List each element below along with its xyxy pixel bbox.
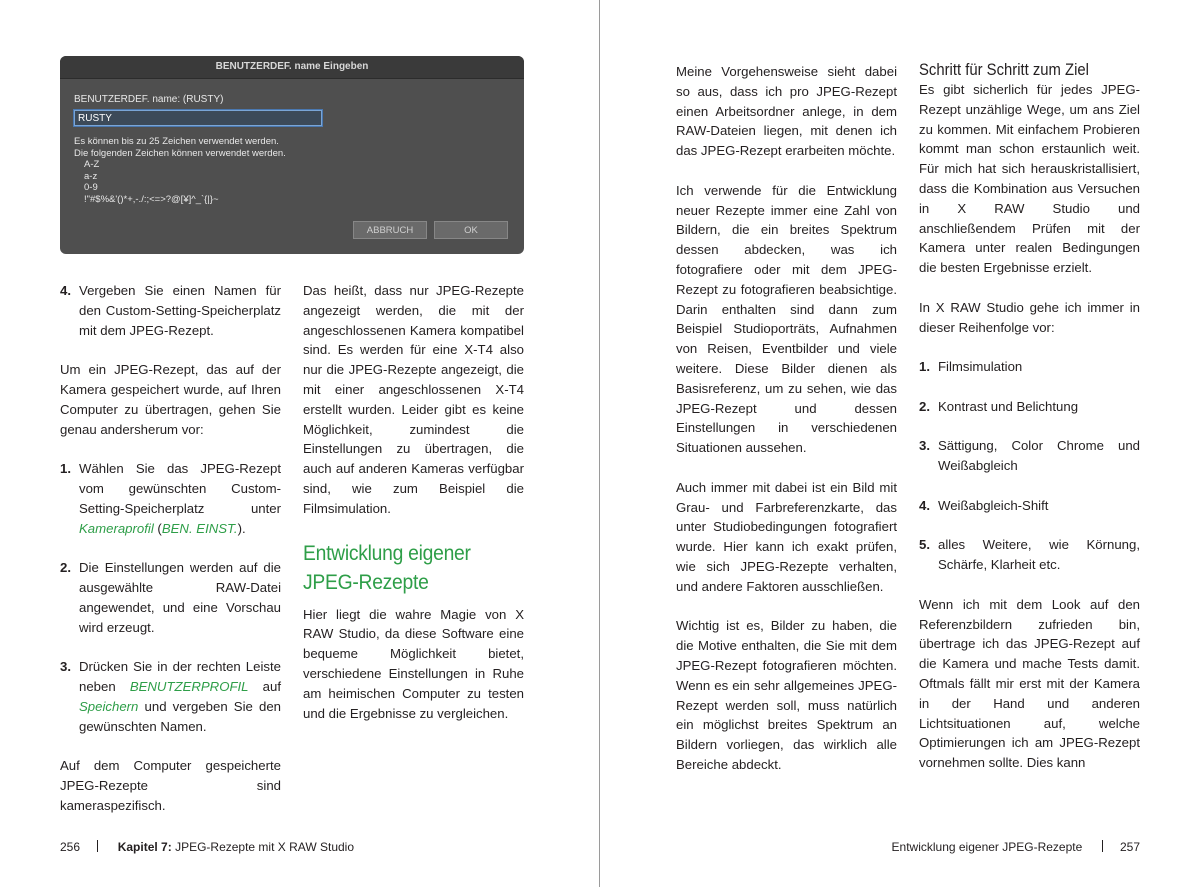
step-number: 2. — [919, 398, 930, 414]
list-item — [919, 436, 1140, 476]
page-number: 257 — [1119, 840, 1140, 854]
footer-left — [60, 840, 354, 854]
order-list — [919, 357, 1140, 575]
steps-continued — [60, 281, 281, 340]
spread-divider — [599, 0, 600, 887]
paragraph: Es gibt sicherlich für jedes JPEG-Rezept unzählige Wege, um ans Ziel zu kommen. Mit einfachem Probieren kommt man schon erstaunlich weit. Für mich hat sich herauskristallisiert, dass die Kombination aus Versuchen in X RAW Studio und anschließendem Prüfen mit der Kamera unter realen Bedingungen die besten Ergebnisse erzielt. — [919, 82, 1140, 276]
footer-divider — [1102, 840, 1103, 852]
list-item — [60, 281, 281, 340]
dialog-name-label: BENUTZERDEF. name: (RUSTY) — [74, 94, 224, 105]
paragraph: Um ein JPEG-Rezept, das auf der Kamera gespeichert wurde, auf Ihren Computer zu übertragen, gehen Sie genau andersherum vor: — [60, 362, 281, 437]
list-item — [60, 459, 281, 538]
ok-button[interactable]: OK — [434, 221, 508, 239]
step-text: alles Weitere, wie Körnung, Schärfe, Klarheit etc. — [938, 537, 1140, 573]
step-number: 2. — [60, 560, 71, 576]
step-text: ). — [237, 520, 246, 536]
chars-symbols: !"#$%&'()*+,-./:;<=>?@[¥]^_`{|}~ — [84, 193, 219, 205]
step-text: Sättigung, Color Chrome und Weißabgleich — [938, 438, 1140, 474]
chapter-title: JPEG-Rezepte mit X RAW Studio — [171, 840, 355, 854]
chapter-label: Kapitel 7: — [117, 840, 172, 854]
cancel-button[interactable]: ABBRUCH — [353, 221, 427, 239]
info-line-2: Die folgenden Zeichen können verwendet werden. — [74, 147, 286, 159]
paragraph: Das heißt, dass nur JPEG-Rezepte angezeigt werden, die mit der angeschlossenen Kamera kompatibel sind. Es werden für eine X-T4 also nur die JPEG-Rezepte angezeigt, die mit einer angeschlossenen X-T4 erstellt wurden. Leider gibt es keine Möglichkeit, zumindest die Einstellungen zu übertragen, die auch auf anderen Kameras verfügbar sind, wie zum Beispiel die Filmsimulation. — [303, 283, 524, 516]
menu-reference: Speichern — [79, 698, 139, 714]
list-item — [60, 657, 281, 736]
menu-reference: BEN. EINST. — [161, 520, 238, 536]
paragraph: Ich verwende für die Entwicklung neuer Rezepte immer eine Zahl von Bildern, die ein breites Spektrum dessen abdecken, was ich fotografiere oder mit dem JPEG-Rezept zu fotografieren beabsichtige. Darin enthalten sind dann zum Beispiel Studioporträts, Aufnahmen von Reisen, Eventbilder und viele weitere. Diese Bilder dienen als Basisreferenz, um zu sehen, wie das JPEG-Rezept und dessen Einstellungen in verschiedenen Situationen aussehen. — [676, 182, 897, 456]
menu-reference: BENUTZERPROFIL — [129, 678, 249, 694]
info-line-1: Es können bis zu 25 Zeichen verwendet werden. — [74, 136, 279, 147]
step-number: 3. — [60, 659, 71, 675]
paragraph: Wenn ich mit dem Look auf den Referenzbildern zufrieden bin, übertrage ich das JPEG-Rezept auf die Kamera und mache Tests damit. Oftmals fällt mir erst mit der Kamera in der Hand und anderen Lichtsituationen auf, welche Optimierungen ich am JPEG-Rezept vornehmen sollte. Dies kann — [919, 596, 1140, 771]
right-column-1 — [676, 62, 897, 775]
step-text: auf — [248, 678, 281, 694]
list-item — [919, 496, 1140, 516]
step-text: Wählen Sie das JPEG-Rezept vom gewünschten Custom-Setting-Speicherplatz unter — [79, 461, 281, 516]
right-column-2 — [919, 60, 1140, 773]
step-number: 1. — [919, 359, 930, 375]
footer-right — [892, 840, 1140, 854]
chars-digits: 0-9 — [84, 182, 98, 193]
step-text: Drücken Sie in der rechten Leiste neben — [79, 659, 281, 694]
paragraph: Auch immer mit dabei ist ein Bild mit Grau- und Farbreferenzkarte, das unter Studiobedingungen fotografiert wurde. Hier kann ich exakt prüfen, wie sich JPEG-Rezepte verhalten, und andere Faktoren ausschließen. — [676, 479, 897, 594]
chars-lower: a-z — [84, 170, 98, 182]
section-heading: Entwicklung eigener JPEG-Rezepte — [303, 541, 471, 594]
step-number: 4. — [60, 283, 71, 298]
list-item — [919, 357, 1140, 377]
name-input[interactable]: RUSTY — [74, 110, 322, 126]
section-running-title: Entwicklung eigener JPEG-Rezepte — [891, 840, 1083, 854]
left-column-1 — [60, 281, 281, 816]
subsection-heading: Schritt für Schritt zum Ziel — [919, 61, 1089, 79]
chars-upper: A-Z — [84, 159, 100, 170]
step-number: 5. — [919, 537, 930, 553]
list-item — [60, 558, 281, 637]
page-number: 256 — [60, 840, 81, 854]
footer-divider — [97, 840, 98, 852]
step-text: Kontrast und Belichtung — [938, 398, 1079, 414]
step-text: und vergeben Sie den gewünschten Namen. — [79, 698, 281, 734]
paragraph: Meine Vorgehensweise sieht dabei so aus, dass ich pro JPEG-Rezept einen Arbeitsordner anlege, in dem RAW-Dateien liegen, mit denen ich das JPEG-Rezept erarbeiten möchte. — [676, 64, 897, 159]
step-number: 1. — [60, 461, 71, 477]
dialog-info-text — [74, 136, 286, 205]
menu-reference: Kameraprofil — [79, 520, 154, 536]
list-item — [919, 397, 1140, 417]
dialog-title: BENUTZERDEF. name Eingeben — [60, 56, 524, 79]
steps-list — [60, 459, 281, 736]
paragraph: Wichtig ist es, Bilder zu haben, die die Motive enthalten, die Sie mit dem JPEG-Rezept fotografieren möchten. Wenn es ein sehr allgemeines JPEG-Rezept werden soll, muss natürlich ein möglichst breites Spektrum an Bildern vorliegen, das wirklich alle Bereiche abdeckt. — [676, 618, 897, 772]
custom-name-dialog — [60, 56, 524, 254]
step-text: ( — [153, 520, 162, 536]
paragraph: In X RAW Studio gehe ich immer in dieser Reihenfolge vor: — [919, 299, 1140, 335]
step-text: Die Einstellungen werden auf die ausgewählte RAW-Datei angewendet, und eine Vorschau wird erzeugt. — [79, 560, 281, 635]
list-item — [919, 535, 1140, 575]
step-text: Weißabgleich-Shift — [938, 497, 1049, 513]
paragraph: Hier liegt die wahre Magie von X RAW Studio, da diese Software eine bequeme Möglichkeit bietet, verschiedene Einstellungen in Ruhe am heimischen Computer zu testen und die Ergebnisse zu vergleichen. — [303, 606, 524, 721]
step-number: 4. — [919, 497, 930, 513]
step-text: Vergeben Sie einen Namen für den Custom-Setting-Speicherplatz mit dem JPEG-Rezept. — [79, 283, 281, 338]
step-number: 3. — [919, 438, 930, 454]
step-text: Filmsimulation — [938, 359, 1023, 375]
left-column-2 — [303, 281, 524, 723]
paragraph: Auf dem Computer gespeicherte JPEG-Rezepte sind kameraspezifisch. — [60, 758, 281, 813]
